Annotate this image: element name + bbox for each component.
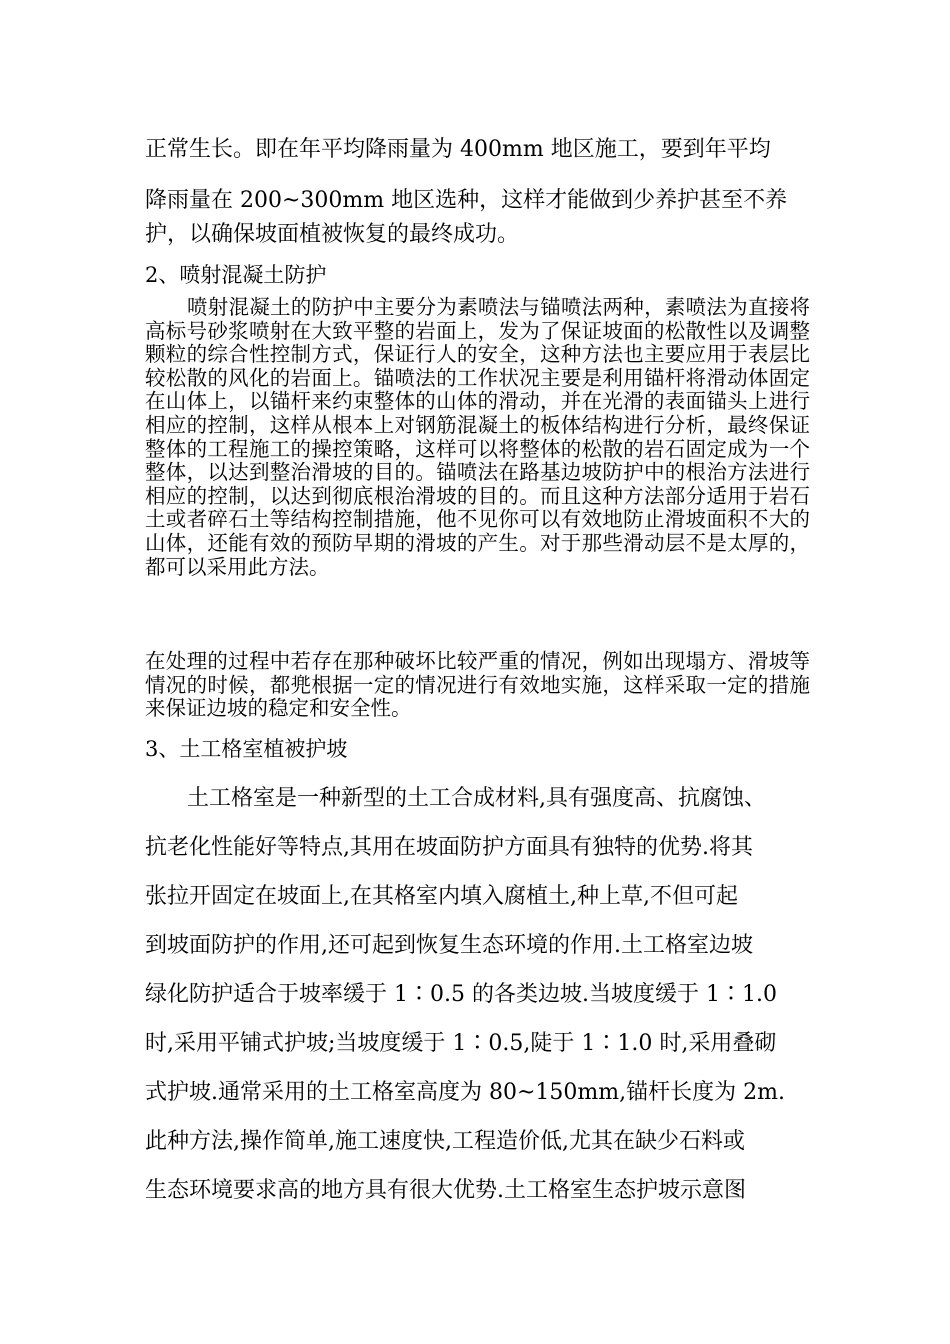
para4-line-3: 张拉开固定在坡面上,在其格室内填入腐植土,种上草,不但可起 (145, 884, 738, 909)
para1-line-2: 降雨量在 200~300mm 地区选种，这样才能做到少养护甚至不养 (145, 188, 788, 213)
para4-line-6: 时,采用平铺式护坡;当坡度缓于 1∶0.5,陡于 1∶1.0 时,采用叠砌 (145, 1031, 777, 1056)
para3-body: 在处理的过程中若存在那种破坏比较严重的情况，例如出现塌方、滑坡等情况的时候，都兠根据一定的情况进行有效地实施，这样采取一定的措施来保证边坡的稳定和安全性。 (145, 649, 810, 721)
para4-line-5: 绿化防护适合于坡率缓于 1∶0.5 的各类边坡.当坡度缓于 1∶1.0 (145, 982, 777, 1007)
para4-line-1: 土工格室是一种新型的土工合成材料,具有强度高、抗腐蚀、 (187, 786, 766, 811)
para4-line-9: 生态环境要求高的地方具有很大优势.土工格室生态护坡示意图 (145, 1178, 746, 1203)
para4-line-4: 到坡面防护的作用,还可起到恢复生态环境的作用.土工格室边坡 (145, 933, 753, 958)
section-heading-2: 2、喷射混凝土防护 (145, 263, 327, 287)
para4-line-2: 抗老化性能好等特点,其用在坡面防护方面具有独特的优势.将其 (145, 835, 753, 860)
para4-line-8: 此种方法,操作简单,施工速度快,工程造价低,尤其在缺少石料或 (145, 1129, 745, 1154)
para4-line-7: 式护坡.通常采用的土工格室高度为 80~150mm,锚杆长度为 2m. (145, 1080, 785, 1105)
para1-line-3: 护，以确保坡面植被恢复的最终成功。 (145, 222, 520, 247)
para2-body: 喷射混凝土的防护中主要分为素喷法与锚喷法两种，素喷法为直接将高标号砂浆喷射在大致平整的岩面上，发为了保证坡面的松散性以及调整颗粒的综合性控制方式，保证行人的安全，这种方法也主要应用于表层比较松散的风化的岩面上。锚喷法的工作状况主要是利用锚杆将滑动体固定在山体上，以锚杆来约束整体的山体的滑动，并在光滑的表面锚头上进行相应的控制，这样从根本上对钢筋混凝土的板体结构进行分析，最终保证整体的工程施工的操控策略，这样可以将整体的松散的岩石固定成为一个整体，以达到整治滑坡的目的。锚喷法在路基边坡防护中的根治方法进行相应的控制，以达到彻底根治滑坡的目的。而且这种方法部分适用于岩石土或者碎石土等结构控制措施，他不见你可以有效地防止滑坡面积不大的山体，还能有效的预防早期的滑坡的产生。对于那些滑动层不是太厚的，都可以采用此方法。 (145, 295, 810, 579)
section-heading-3: 3、土工格室植被护坡 (145, 737, 348, 761)
para1-line-1: 正常生长。即在年平均降雨量为 400mm 地区施工，要到年平均 (145, 137, 771, 162)
